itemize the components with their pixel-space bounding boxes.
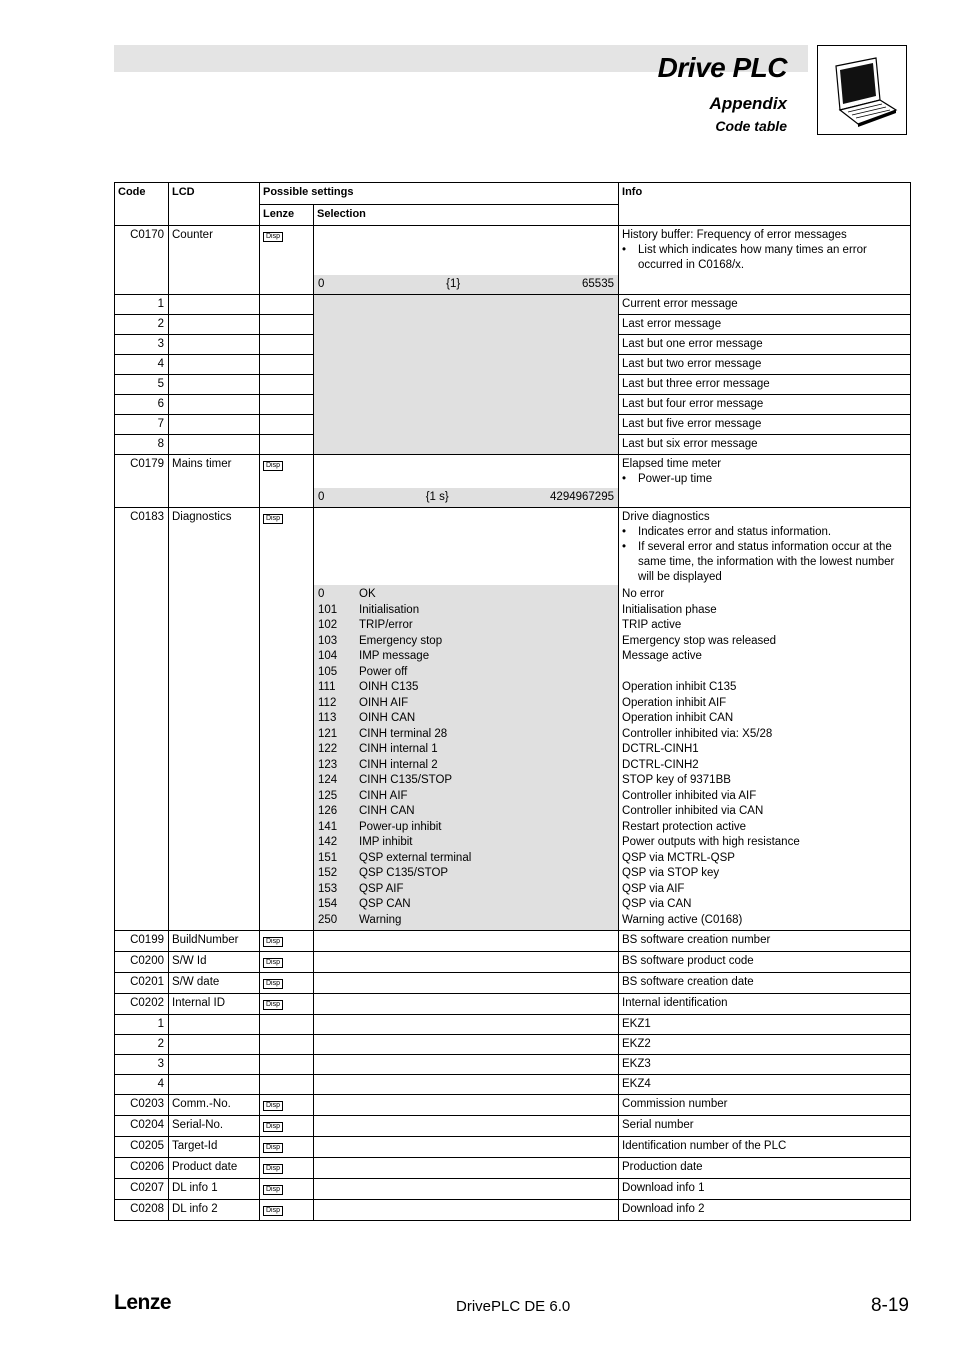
info-cell: Identification number of the PLC [619,1137,911,1158]
error-number: 123 [318,758,338,771]
error-info: QSP via AIF [622,882,685,895]
table-row [115,455,911,508]
range-max: 4294967295 [550,491,614,503]
range-max: 65535 [582,278,614,290]
table-row [115,226,911,295]
selection-cell [314,931,619,952]
code-cell: 3 [115,1055,169,1075]
info-cell: Last but six error message [619,435,911,455]
error-number: 141 [318,820,338,833]
list-item: • If several error and status information occur at the same time, the information with the lowest number will be displayed [622,541,895,583]
list-item [318,804,614,820]
disp-badge: Disp [263,232,283,242]
info-title: History buffer: Frequency of error messages [622,229,847,241]
code-cell: C0183 [115,508,169,931]
error-number: 142 [318,836,338,848]
error-number: 250 [318,913,338,926]
table-row [115,1179,911,1200]
error-info: QSP via MCTRL-QSP [622,851,735,864]
info-cell: BS software creation number [619,931,911,952]
error-info: Message active [622,650,702,662]
lenze-cell [260,994,314,1015]
list-item [318,727,614,743]
lenze-cell [260,1055,314,1075]
info-cell: EKZ3 [619,1055,911,1075]
info-cell: BS software product code [619,952,911,973]
info-title: Drive diagnostics [622,511,710,523]
selection-range [314,488,618,507]
selection-cell [314,455,619,508]
code-cell: 6 [115,395,169,415]
lcd-cell: DL info 1 [169,1179,260,1200]
error-info-list [619,585,910,928]
error-info: Controller inhibited via: X5/28 [622,727,773,740]
info-cell: Internal identification [619,994,911,1015]
section-title: Code table [715,118,787,134]
error-number: 151 [318,851,338,864]
info-cell: EKZ2 [619,1035,911,1055]
error-info: TRIP active [622,619,682,631]
table-row [115,1200,911,1221]
error-info: QSP via STOP key [622,867,720,879]
error-number: 111 [318,681,336,693]
selection-cell [314,1200,619,1221]
list-item [318,587,614,603]
code-cell: 4 [115,1075,169,1095]
list-item [318,882,614,898]
disp-badge: Disp [263,1185,283,1195]
lcd-cell: Mains timer [169,455,260,508]
error-info: DCTRL-CINH2 [622,758,699,771]
error-name: Emergency stop [359,634,443,647]
list-item [318,711,614,727]
disp-badge: Disp [263,1101,283,1111]
info-cell: BS software creation date [619,973,911,994]
error-name: IMP message [359,650,430,662]
info-cell: Serial number [619,1116,911,1137]
code-cell: 2 [115,1035,169,1055]
code-cell: C0199 [115,931,169,952]
code-cell: 3 [115,335,169,355]
info-title: Elapsed time meter [622,458,722,470]
lcd-cell: S/W date [169,973,260,994]
error-name: Power off [359,665,408,678]
lcd-cell: Target-Id [169,1137,260,1158]
error-info: Initialisation phase [622,603,717,616]
code-cell: C0206 [115,1158,169,1179]
table-row [115,1015,911,1035]
lcd-cell [169,1035,260,1055]
selection-range [314,275,618,294]
list-item [318,680,614,696]
list-item [318,773,614,789]
lenze-cell [260,931,314,952]
error-name: TRIP/error [359,619,413,631]
table-row [115,994,911,1015]
selection-cell [314,1095,619,1116]
info-cell: Download info 2 [619,1200,911,1221]
error-info: Operation inhibit CAN [622,712,734,724]
code-cell: 2 [115,315,169,335]
lenze-cell [260,1035,314,1055]
selection-cell [314,994,619,1015]
list-item [318,603,614,619]
list-item [318,649,614,665]
code-cell: C0204 [115,1116,169,1137]
disp-badge: Disp [263,1206,283,1216]
range-min: 0 [318,491,325,503]
header-lenze: Lenze [260,205,314,226]
info-cell: Last but four error message [619,395,911,415]
info-cell: Last but five error message [619,415,911,435]
disp-badge: Disp [263,937,283,947]
lenze-cell [260,1075,314,1095]
document-name: DrivePLC DE 6.0 [456,1298,571,1315]
lcd-cell: Diagnostics [169,508,260,931]
error-info: STOP key of 9371BB [622,774,731,786]
range-min: 0 [318,278,325,290]
error-info: Operation inhibit C135 [622,681,737,693]
lenze-cell [260,1179,314,1200]
lenze-cell [260,952,314,973]
code-cell: 8 [115,435,169,455]
error-name: CINH CAN [359,805,415,817]
error-number: 103 [318,634,338,647]
error-name: CINH terminal 28 [359,727,448,740]
lcd-cell: Comm.-No. [169,1095,260,1116]
code-cell: C0170 [115,226,169,295]
error-name: QSP C135/STOP [359,867,449,879]
list-item: • Power-up time [622,473,713,485]
info-cell: Download info 1 [619,1179,911,1200]
code-cell: 5 [115,375,169,395]
table-row [115,1137,911,1158]
lcd-cell: BuildNumber [169,931,260,952]
info-cell: Production date [619,1158,911,1179]
error-number: 102 [318,619,338,631]
lenze-cell [260,508,314,931]
lcd-cell: DL info 2 [169,1200,260,1221]
list-item [318,820,614,836]
list-item: • Indicates error and status information. [622,526,832,538]
error-number: 104 [318,650,338,662]
error-name: IMP inhibit [359,836,413,848]
list-item [318,742,614,758]
lcd-cell: Internal ID [169,994,260,1015]
list-item [318,866,614,882]
code-cell: 1 [115,295,169,315]
info-cell: Last but one error message [619,335,911,355]
list-item [318,789,614,805]
info-cell: EKZ1 [619,1015,911,1035]
code-cell: C0179 [115,455,169,508]
error-info: QSP via CAN [622,898,692,910]
error-number: 101 [318,603,338,616]
lenze-logo: Lenze [114,1291,172,1314]
code-cell: C0203 [115,1095,169,1116]
disp-badge: Disp [263,1164,283,1174]
lcd-cell: Product date [169,1158,260,1179]
error-number: 113 [318,712,337,724]
lenze-cell [260,226,314,295]
disp-badge: Disp [263,1122,283,1132]
selection-cell [314,1179,619,1200]
list-item [318,835,614,851]
table-row [115,931,911,952]
list-item [318,665,614,681]
table-row [115,1116,911,1137]
error-name: OINH CAN [359,712,416,724]
error-number: 126 [318,805,338,817]
error-name: OK [359,588,376,600]
error-number: 0 [318,588,325,600]
table-row [115,1055,911,1075]
code-cell: C0208 [115,1200,169,1221]
table-row [115,973,911,994]
error-name: CINH C135/STOP [359,774,453,786]
error-number: 153 [318,882,338,895]
selection-cell [314,1137,619,1158]
list-item [318,634,614,650]
error-info: Warning active (C0168) [622,913,743,926]
error-info: Operation inhibit AIF [622,696,727,709]
error-number: 124 [318,774,338,786]
error-info: Controller inhibited via CAN [622,805,764,817]
error-list [314,585,618,930]
table-row [115,1035,911,1055]
info-cell: EKZ4 [619,1075,911,1095]
error-info: DCTRL-CINH1 [622,743,699,755]
selection-cell [314,973,619,994]
error-number: 112 [318,696,337,709]
table-row [115,1095,911,1116]
info-cell: Last error message [619,315,911,335]
laptop-icon [817,45,907,135]
range-step: {1 s} [425,491,449,503]
selection-cell [314,226,619,295]
info-cell: Last but three error message [619,375,911,395]
list-item: • List which indicates how many times an error occurred in C0168/x. [622,244,867,271]
error-info: Controller inhibited via AIF [622,789,757,802]
selection-cell [314,952,619,973]
lenze-cell [260,1116,314,1137]
code-table [114,182,911,1221]
lenze-cell [260,1095,314,1116]
lcd-cell [169,1075,260,1095]
error-name: CINH internal 1 [359,743,438,755]
error-name: QSP CAN [359,898,411,910]
selection-cell [314,1055,619,1075]
code-cell: C0201 [115,973,169,994]
lcd-cell: Serial-No. [169,1116,260,1137]
error-info: Emergency stop was released [622,634,777,647]
code-cell: 1 [115,1015,169,1035]
error-name: Power-up inhibit [359,820,442,833]
info-cell [619,508,911,931]
error-name: Initialisation [359,603,420,616]
error-name: OINH AIF [359,696,409,709]
code-cell: 7 [115,415,169,435]
table-row [115,1158,911,1179]
disp-badge: Disp [263,514,283,524]
error-number: 152 [318,867,338,879]
info-cell: Current error message [619,295,911,315]
header-info: Info [619,183,911,226]
selection-cell [314,295,619,455]
error-number: 154 [318,898,338,910]
disp-badge: Disp [263,958,283,968]
page-title: Drive PLC [657,52,787,83]
info-cell [619,226,911,295]
lenze-cell [260,973,314,994]
code-cell: C0207 [115,1179,169,1200]
header-code: Code [115,183,169,226]
info-cell: Last but two error message [619,355,911,375]
lenze-cell [260,1137,314,1158]
lcd-cell [169,1015,260,1035]
list-item [318,851,614,867]
lenze-cell [260,455,314,508]
error-number: 125 [318,789,338,802]
error-info: Power outputs with high resistance [622,836,800,848]
selection-cell [314,1035,619,1055]
error-info: Restart protection active [622,820,747,833]
list-item [318,696,614,712]
error-name: QSP external terminal [359,851,472,864]
disp-badge: Disp [263,1000,283,1010]
page-number: 8-19 [870,1295,909,1316]
table-row [115,1075,911,1095]
error-name: CINH AIF [359,789,408,802]
list-item [318,758,614,774]
selection-cell [314,1158,619,1179]
range-step: {1} [446,278,461,290]
lcd-cell [169,1055,260,1075]
header-possible-settings: Possible settings [260,183,619,205]
list-item [318,618,614,634]
lenze-cell [260,1015,314,1035]
selection-cell [314,1015,619,1035]
code-cell: 4 [115,355,169,375]
table-row [115,508,911,931]
chapter-title: Appendix [709,94,787,113]
error-name: CINH internal 2 [359,758,438,771]
disp-badge: Disp [263,461,283,471]
selection-cell [314,508,619,931]
error-name: OINH C135 [359,681,419,693]
info-cell [619,455,911,508]
code-cell: C0200 [115,952,169,973]
info-cell: Commission number [619,1095,911,1116]
list-item [318,897,614,913]
error-info [619,665,910,681]
lenze-cell [260,1200,314,1221]
error-number: 121 [318,727,338,740]
header-lcd: LCD [169,183,260,226]
error-info: No error [622,588,665,600]
error-number: 122 [318,743,338,755]
lcd-cell: S/W Id [169,952,260,973]
code-cell: C0205 [115,1137,169,1158]
selection-cell [314,1116,619,1137]
disp-badge: Disp [263,1143,283,1153]
error-name: Warning [359,913,402,926]
list-item [318,913,614,929]
error-name: QSP AIF [359,882,404,895]
disp-badge: Disp [263,979,283,989]
error-number: 105 [318,665,338,678]
table-row [115,952,911,973]
lenze-cell [260,1158,314,1179]
lcd-cell: Counter [169,226,260,295]
header-selection: Selection [314,205,619,226]
code-cell: C0202 [115,994,169,1015]
table-row [115,295,911,315]
selection-cell [314,1075,619,1095]
